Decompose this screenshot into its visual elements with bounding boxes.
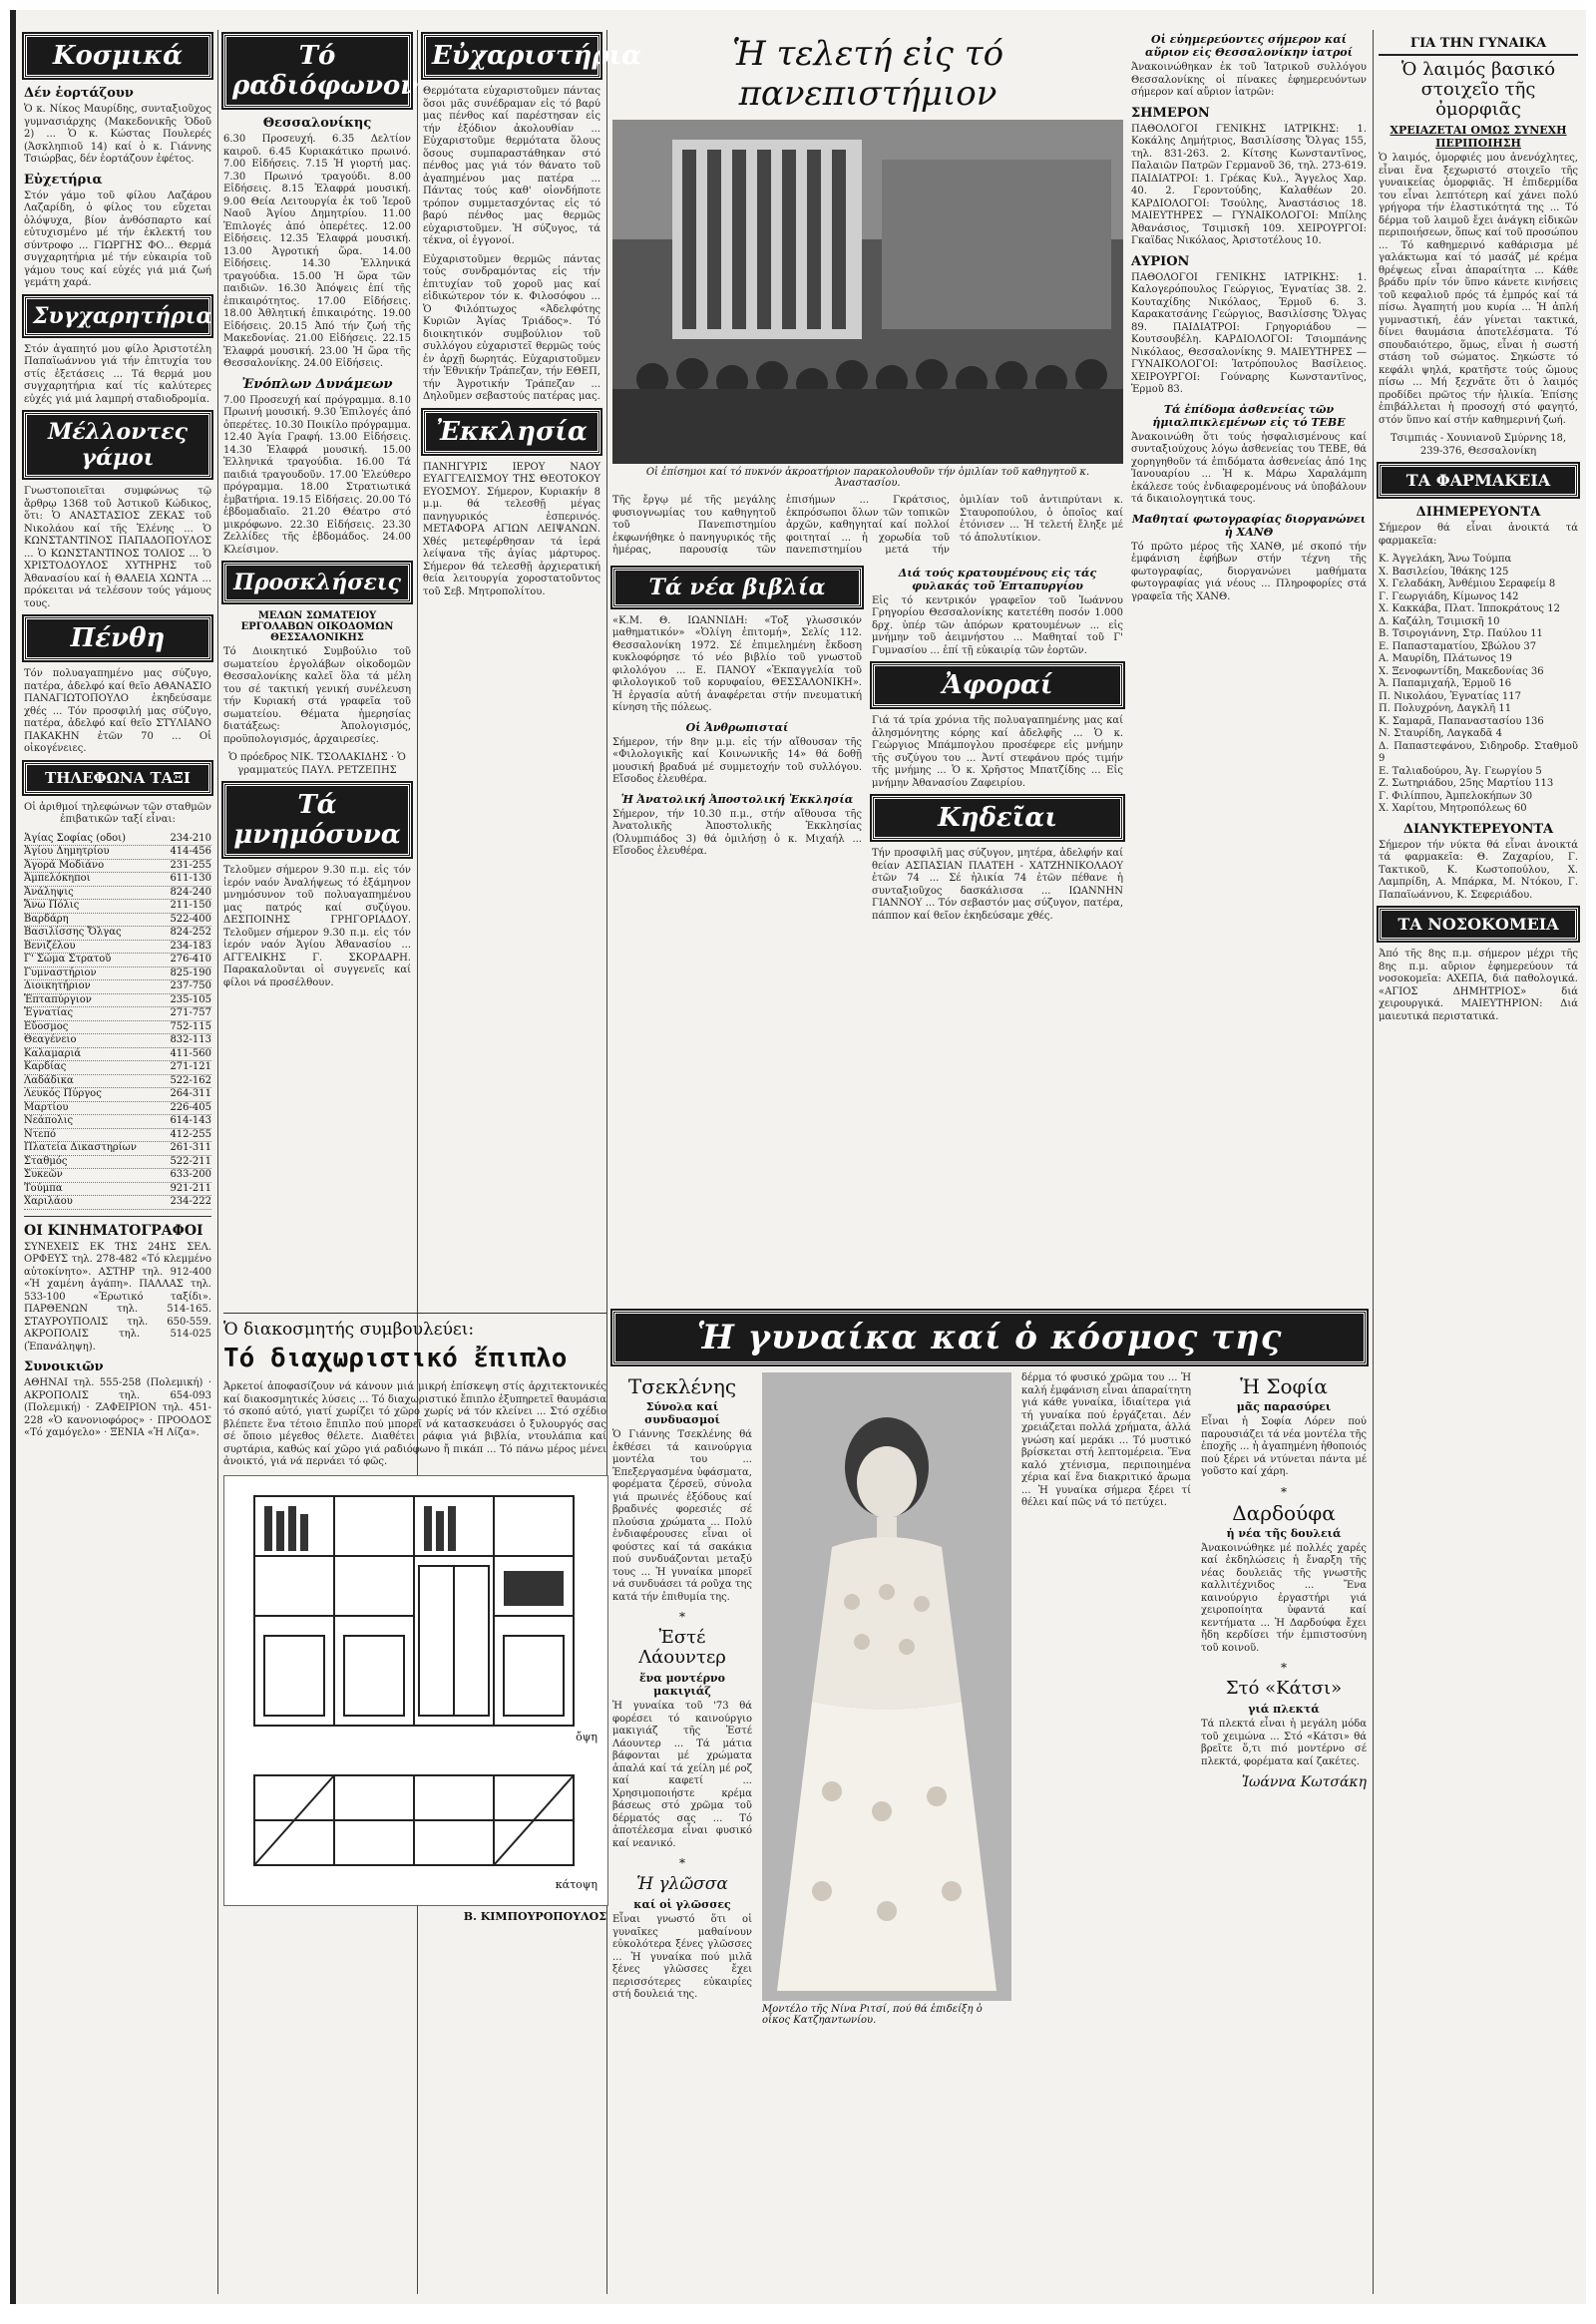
penthi-text: Τόν πολυαγαπημένο μας σύζυγο, πατέρα, ἀδελφό καί θεῖο ΑΘΑΝΑΣΙΟ ΠΑΝΑΓΙΩΤΟΠΟΥΛΟ ἐκηδεύσαμε χθές ... Τόν προσφιλή μας σύζυγο, πατέρα, ἀδελφό καί θεῖο ΣΤΥΛΙΑΝΟ ΠΑΚΑΚΗΝ ἐτῶν 70 ... Οἱ οἰκογένειες. <box>24 668 211 754</box>
women-grid <box>612 1372 1367 2032</box>
proskliseis-text: Τό Διοικητικό Συμβούλιο τοῦ σωματείου ἐργολάβων οἰκοδομῶν Θεσσαλονίκης καλεῖ ὅλα τά μέλη του σέ τακτική γενική συνέλευση τήν Κυριακή στά γραφεῖα τοῦ σωματείου. Θέματα ἡμερησίας διατάξεως: Ἀπολογισμός, προϋπολογισμός, ἀρχαιρεσίες. <box>223 646 411 745</box>
radio-text: 6.30 Προσευχή. 6.35 Δελτίον καιροῦ. 6.45 Κυριακάτικο πρωινό. 7.00 Εἰδήσεις. 7.15 Ἡ γιορτή μας. 7.30 Πρωινό τραγούδι. 8.00 Εἰδήσεις. 8.15 Ἐλαφρά μουσική. 9.00 Θεία Λειτουργία ἐκ τοῦ Ἱεροῦ Ναοῦ Ἁγίου Δημητρίου. 11.00 Ἐπιλογές ἀπό ὀπερέτες. 12.00 Εἰδήσεις. 12.35 Ἑλαφρά μουσική. 13.00 Ἀγροτική ὥρα. 14.00 Εἰδήσεις. 14.30 Ἑλληνικά τραγούδια. 15.00 Ἡ ὥρα τῶν παιδιῶν. 16.30 Ἀπόψεις ἐπί τῆς ἐπικαιρότητος. 17.00 Εἰδήσεις. 18.00 Ἀθλητική ἐπικαιρότης. 19.00 Εἰδήσεις. 20.15 Ἀπό τήν ζωή τῆς Μακεδονίας. 21.00 Εἰδήσεις. 22.15 Ἐλαφρά μουσική. 23.00 Ἡ ὥρα τῆς Θεσσαλονίκης. 24.00 Εἰδήσεις. <box>223 134 411 369</box>
taxi-station-number: 411-560 <box>170 1047 211 1059</box>
taxi-station-name: Ἀνάληψις <box>24 886 74 898</box>
column-social <box>24 30 211 2294</box>
farmakeia-intro: Σήμερον θά εἶναι ἀνοικτά τά φαρμακεῖα: <box>1379 523 1578 547</box>
taxi-station-name: Καρδίας <box>24 1061 67 1072</box>
taxi-station-number: 276-410 <box>170 954 211 965</box>
pharmacy-item: Β. Τσιρογιάννη, Στρ. Παύλου 11 <box>1379 628 1543 639</box>
taxi-station-name: Τούμπα <box>24 1182 63 1194</box>
taxi-row <box>24 994 211 1008</box>
doctors-intro: Ἀνακοινώθηκαν ἐκ τοῦ Ἰατρικοῦ συλλόγου Θεσσαλονίκης οἱ πίνακες ἐφημερευόντων σήμερον καί αὔριον ἰατρῶν: <box>1131 62 1367 98</box>
taxi-station-number: 921-211 <box>170 1182 211 1194</box>
separator-star: * <box>679 1610 685 1624</box>
pharmacy-item: Χ. Βασιλείου, Ἰθάκης 125 <box>1379 566 1509 578</box>
nosokomeia-banner: ΤΑ ΝΟΣΟΚΟΜΕΙΑ <box>1379 908 1578 941</box>
taxi-station-name: Ἀγορά Μοδιάνο <box>24 859 105 871</box>
kosmika-banner: Κοσμικά <box>24 34 211 78</box>
lead-text: Τῆς ἔργῳ μέ τῆς μεγάλης φυσιογνωμίας του καθηγητοῦ τοῦ Πανεπιστημίου ἐκφωνήθηκε ὁ πανηγυρικός τῆς ἡμέρας, παρουσίᾳ τῶν ἐπισήμων ... Γκράτσιος, ἐκπρόσωποι ὅλων τῶν τοπικῶν ἀρχῶν, καθηγηταί καί πολλοί φοιτηταί ... ἡ χορωδία τοῦ πανεπιστημίου μετά τήν ὁμιλίαν τοῦ ἀντιπρύτανι κ. Σταυροπούλου, ὁ ὁποῖος καί ἐτόνισεν ... Ἡ τελετή ἔληξε μέ τό ἀπολυτίκιον. <box>612 495 1123 556</box>
taxi-station-name: Εὔοσμος <box>24 1020 69 1032</box>
anthrotistai-text: Σήμερον, τήν 8ην μ.μ. εἰς τήν αἴθουσαν τῆς «Φιλολογικῆς καί Κοινωνικῆς 14» θά δοθῇ μουσική βραδυά μέ συμμετοχήν τοῦ συλλόγου. Εἴσοδος ἐλευθέρα. <box>612 736 862 785</box>
center-lower-grid <box>612 564 1123 930</box>
pharmacy-item: Ν. Σταυρίδη, Λαγκαδᾶ 4 <box>1379 728 1502 739</box>
taxi-row <box>24 941 211 955</box>
pharmacy-item: Π. Πολυχρόνη, Δαγκλῆ 11 <box>1379 703 1512 714</box>
taxi-station-name: Ἑπταπύργιον <box>24 993 92 1005</box>
taxi-station-name: Γυμναστήριον <box>24 967 97 978</box>
anthrotistai-title: Οἱ Ἀνθρωπισταί <box>685 720 789 734</box>
laimos-sign: Τσιμπιάς - Χουνιανοῦ Σμύρνης 18, 239-376, Θεσσαλονίκη <box>1390 433 1567 457</box>
furniture-article <box>223 1307 606 2294</box>
taxi-row <box>24 927 211 941</box>
taxi-station-number: 832-113 <box>170 1034 211 1045</box>
biblia-banner: Τά νέα βιβλία <box>612 568 862 607</box>
taxi-station-number: 824-252 <box>170 927 211 938</box>
taxi-station-name: Θεαγένειο <box>24 1034 77 1045</box>
mellontes-banner: Μέλλοντες γάμοι <box>24 412 211 478</box>
radiofono-banner: Τό ραδιόφωνον <box>223 34 411 108</box>
ceremony-image <box>612 120 1123 464</box>
women-col-3 <box>1021 1372 1191 2032</box>
taxi-station-number: 234-222 <box>170 1196 211 1207</box>
taxi-station-name: Ἁγίου Δημητρίου <box>24 846 110 857</box>
taxi-station-name: Νεάπολις <box>24 1115 74 1126</box>
eortazoun-title: Δέν ἑορτάζουν <box>24 86 134 101</box>
taxi-station-number: 237-750 <box>170 980 211 991</box>
taxi-station-name: Συκεῶν <box>24 1169 63 1180</box>
eucharistiria-text: Θερμότατα εὐχαριστοῦμεν πάντας ὅσοι μᾶς συνέδραμαν εἰς τό βαρύ μας πένθος καί παρέστησαν εἰς τήν ἐξόδιον ἀκολουθίαν ... Εὐχαριστοῦμε θερμότατα ὅλους ὅσους συμπαραστάθηκαν στό πένθος μας γιά τόν θάνατο τοῦ ἀγαπημένου μας πατέρα ... Πάντας τούς καθ' οἱονδήποτε τρόπον συμμετασχόντας εἰς τό βαρύ πένθος μας θερμῶς εὐχαριστοῦμεν. Ἡ σύζυγος, τά τέκνα, οἱ ἐγγονοί. <box>423 86 600 246</box>
column-rule <box>606 30 607 2294</box>
taxi-station-number: 414-456 <box>170 846 211 857</box>
taxi-row <box>24 900 211 914</box>
doctors-list: ΠΑΘΟΛΟΓΟΙ ΓΕΝΙΚΗΣ ΙΑΤΡΙΚΗΣ: 1. Κοκάλης Δημήτριος, Βασιλίσσης Ὄλγας 155, τηλ. 831-263. 2. Κίτσης Κωνσταντῖνος, Παλαιῶν Πατρῶν Γερμανοῦ 36, τηλ. 273-619. ΠΑΙΔΙΑΤΡΟΙ: 1. Γρέκας Κυλ., Ἄγγελος Χαρ. 40. 2. Γεροντούδης, Καλαθέων 20. ΚΑΡΔΙΟΛΟΓΟΙ: Τσούλης, Ἀναστάσιος 18. ΜΑΙΕΥΤΗΡΕΣ — ΓΥΝΑΙΚΟΛΟΓΟΙ: Μπίλης Ἀθανάσιος, Τσιμισκῆ 109. ΧΕΙΡΟΥΡΓΟΙ: Γκαϊδας Νικόλαος, Ἀριστοτέλους 10. <box>1131 123 1367 246</box>
proskliseis-title: ΜΕΛΩΝ ΣΩΜΑΤΕΙΟΥ ΕΡΓΟΛΑΒΩΝ ΟΙΚΟΔΟΜΩΝ ΘΕΣΣΑΛΟΝΙΚΗΣ <box>240 610 394 643</box>
taxi-station-name: Πλατεία Δικαστηρίων <box>24 1142 137 1153</box>
anatoliki-text: Σήμερον, τήν 10.30 π.μ., στήν αἴθουσα τῆς Ἀνατολικῆς Ἀποστολικῆς Ἐκκλησίας (Ὀλυμπιάδος 3) θά ὁμιλήσῃ ὁ κ. Μιχαήλ ... Εἴσοδος ἐλευθέρα. <box>612 808 862 857</box>
nosokomeia-text: Ἀπό τῆς 8ης π.μ. σήμερον μέχρι τῆς 8ης π.μ. αὔριον ἐφημερεύουν τά νοσοκομεῖα: ΑΧΕΠΑ, διά παθολογικά. «ΑΓΙΟΣ ΔΗΜΗΤΡΙΟΣ» διά χειρουργικά. ΜΑΙΕΥΤΗΡΙΟΝ: Διά μαιευτικά περιστατικά. <box>1379 949 1578 1022</box>
taxi-row <box>24 968 211 981</box>
eucharistiria-text-2: Εὐχαριστοῦμεν θερμῶς πάντας τούς συνδραμόντας εἰς τήν ἐπιτυχίαν τοῦ χοροῦ μας καί εἰδικώτερον τόν κ. Φιλοσόφου ... Ὁ Φιλόπτωχος «Ἀδελφότης Κυριῶν Ἀγίας Τριάδος». Τό διοικητικόν συμβούλιον τοῦ συλλόγου εὐχαριστεῖ θερμῶς τούς ἐν ἀρχῇ δωρητάς. Εὐχαριστοῦμεν τήν Ἐθνικήν Τράπεζαν, τήν ΕΘΕΠ, τήν Ἀγροτικήν Τράπεζαν ... Δηλοῦμεν σεβαστούς πατέρας μας. <box>423 253 600 402</box>
tilefona-intro: Οἱ ἀριθμοί τηλεφώνων τῶν σταθμῶν ἐπιβατικῶν ταξί εἶναι: <box>24 801 211 825</box>
doctors-column <box>1131 30 1367 1267</box>
aforai-text: Γιά τά τρία χρόνια τῆς πολυαγαπημένης μας καί ἀλησμόνητης κόρης καί ἀδελφῆς ... Ὁ κ. Γεώργιος Μπάμπογλου προσέφερε εἰς μνήμην τῆς συζύγου του ... Ἀντί στεφάνου πρός τιμήν τῆς μνήμης ... Ὁ κ. Χρῆστος Μπατζίδης ... Εἰς μνήμην Ἀθανασίου Ζαφειρίου. <box>872 715 1123 789</box>
taxi-row <box>24 1142 211 1156</box>
women-section <box>612 1307 1367 2294</box>
dardoufa-text: Ἀνακοινώθηκε μέ πολλές χαρές καί ἐκδηλώσεις ἡ ἔναρξη τῆς νέας δουλειᾶς τῆς γνωστῆς καλλιτέχνιδος ... Ἔνα καινούργιο ἐργαστήρι γιά χειροποίητα ὑφαντά καί κεντήματα ... Ἡ Δαρδούφα ἔχει ἤδη κερδίσει τήν ἐμπιστοσύνη τοῦ κοινοῦ. <box>1201 1542 1367 1654</box>
taxi-station-number: 522-162 <box>170 1074 211 1086</box>
kideiai-text: Τήν προσφιλῆ μας σύζυγον, μητέρα, ἀδελφήν καί θείαν ΑΣΠΑΣΙΑΝ ΠΛΑΤΕΗ - ΧΑΤΖΗΝΙΚΟΛΑΟΥ ἐτῶν 74 ... Σέ ἡλικία 74 ἐτῶν πέθανε ἡ συνταξιοῦχος δασκάλισσα ... ΙΩΑΝΝΗΝ ΓΙΑΝΝΟΥ ... Τόν σεβαστόν μας σύζυγον, πατέρα, πάππον καί θεῖον ἐκηδεύσαμε χθές. <box>872 848 1123 922</box>
laimos-title: Ὁ λαιμός βασικό στοιχεῖο τῆς ὀμορφιᾶς <box>1400 59 1556 120</box>
column-rule <box>1373 30 1374 2294</box>
separator-star: * <box>679 1856 685 1870</box>
taxi-station-name: Χαριλάου <box>24 1196 73 1207</box>
taxi-station-name: Γ' Σώμα Στρατοῦ <box>24 954 112 965</box>
center-upper <box>612 30 1123 1297</box>
taxi-row <box>24 860 211 874</box>
taxi-row <box>24 954 211 968</box>
dekorator-sign: Β. ΚΙΜΠΟΥΡΟΠΟΥΛΟΣ <box>463 1909 606 1923</box>
taxi-station-number: 211-150 <box>170 900 211 911</box>
pharmacy-item: Δ. Καζάλη, Τσιμισκῆ 10 <box>1379 615 1500 627</box>
center-right-sub <box>872 564 1123 930</box>
pharmacy-item: Χ. Χαρίτου, Μητροπόλεως 60 <box>1379 803 1527 814</box>
eychetiria-title: Εὐχετήρια <box>24 172 103 188</box>
taxi-row <box>24 1156 211 1170</box>
tseklenis-title: Τσεκλένης <box>627 1374 737 1398</box>
pharmacy-item: Ἀ. Παπαμιχαήλ, Ἑρμοῦ 16 <box>1379 678 1512 689</box>
exetaseis-text: Ἀνακοινώθη ὅτι τούς ἠσφαλισμένους καί συνταξιούχους λόγω ἀσθενείας του ΤΕΒΕ, θά χορηγηθοῦν τά ἐπιδόματα ἀσθενείας ἀπό 1ης Ἰανουαρίου ... Ἡ κ. Μάρω Χαραλάμπη ἐκάλεσε τούς ἐνδιαφερομένους νά ὑποβάλουν τά δικαιολογητικά τους. <box>1131 431 1367 505</box>
women-col-2 <box>762 1372 1011 2032</box>
taxi-station-number: 226-405 <box>170 1101 211 1113</box>
taxi-row <box>24 887 211 901</box>
dekorator-kicker: Ὁ διακοσμητής συμβουλεύει: <box>223 1320 475 1340</box>
furniture-drawing <box>223 1475 608 1906</box>
lead-headline: Ἡ τελετή εἰς τό πανεπιστήμιον <box>731 34 1004 114</box>
fashion-model-photo <box>762 1372 1011 2001</box>
tseklenis-text: Ὁ Γιάννης Τσεκλένης θά ἐκθέσει τά καινούργια μοντέλα του ... Ἐπεξεργασμένα ὑφάσματα, φορέματα ζέρσεϋ, σύνολα γιά πρωινές ἐξόδους καί βραδινές φορεσιές σέ πλούσια χρώματα ... Πολύ ἐνδιαφέρουσες εἶναι οἱ φούστες καί τά σακάκια πού συνδυάζονται μεταξύ τους ... Ἡ γυναίκα μπορεῖ νά συνδυάσει τά ροῦχα της κατά τήν ἐπιθυμία της. <box>612 1429 752 1603</box>
taxi-station-number: 271-121 <box>170 1061 211 1072</box>
taxi-station-number: 235-105 <box>170 993 211 1005</box>
taxi-row <box>24 1075 211 1089</box>
proskliseis-banner: Προσκλήσεις <box>223 563 411 602</box>
photo-contest-title: Μαθηταί φωτογραφίας διοργανώνει ἡ ΧΑΝΘ <box>1131 512 1367 539</box>
pharmacy-item: Ε. Ταλιαδούρου, Ἀγ. Γεωργίου 5 <box>1379 765 1542 777</box>
doctors-list-2: ΠΑΘΟΛΟΓΟΙ ΓΕΝΙΚΗΣ ΙΑΤΡΙΚΗΣ: 1. Καλογερόπουλος Γεώργιος, Ἐγνατίας 38. 2. Κουταχίδης Νικόλαος, Ἐρμοῦ 6. 3. Καρακατσάνης Γεώργιος, Βασιλίσσης Ὄλγας 89. ΠΑΙΔΙΑΤΡΟΙ: Γρηγοριάδου — Κουτσουβέλη. ΚΑΡΔΙΟΛΟΓΟΙ: Τσιομπάνης Νικόλαος, Θεσσαλονίκης 9. ΜΑΙΕΥΤΗΡΕΣ — ΓΥΝΑΙΚΟΛΟΓΟΙ: Ἰατρόπουλος Βασίλειος. ΧΕΙΡΟΥΡΓΟΙ: Γούναρης Κωνσταντῖνος, Ἑρμοῦ 83. <box>1131 271 1367 395</box>
kideiai-banner: Κηδεῖαι <box>872 796 1123 840</box>
gia-tin-gynaika: ΓΙΑ ΤΗΝ ΓΥΝΑΙΚΑ <box>1379 36 1578 56</box>
pharmacy-item: Χ. Ξενοφωντίδη, Μακεδονίας 36 <box>1379 665 1544 677</box>
taxi-station-name: Λαδάδικα <box>24 1074 74 1086</box>
exetaseis-title: Τά ἐπίδομα ἀσθενείας τῶν ἡμιαλπικλεμένων εἰς τό ΤΕΒΕ <box>1152 402 1346 429</box>
pharmacy-item: Γ. Γεωργιάδη, Κίμωνος 142 <box>1379 590 1519 602</box>
dardoufa-sub: ἡ νέα τῆς δουλειά <box>1226 1526 1342 1540</box>
taxi-station-name: Λευκός Πύργος <box>24 1088 102 1099</box>
center-left-sub <box>612 564 862 930</box>
doctors-today: ΣΗΜΕΡΟΝ <box>1131 105 1210 121</box>
taxi-station-number: 824-240 <box>170 886 211 898</box>
laimos-text: Ὁ λαιμός, ὀμορφιές μου ἀνενόχλητες, εἶναι ἕνα ξεχωριστό στοιχεῖο τῆς γυναικείας ὀμορφιᾶς. Ἡ ἐπιδερμίδα του εἶναι λεπτότερη καί χάνει πολύ γρήγορα τήν ἐλαστικότητά της ... Τό δέρμα τοῦ λαιμοῦ ἔχει ἀνάγκη εἰδικῶν περιποιήσεων, ὅπως καί τοῦ προσώπου ... Τό καθημερινό καθάρισμα μέ γαλάκτωμα καί τό μασάζ μέ κρέμα θρέψεως εἶναι ἀπαραίτητα ... Κάθε βράδυ πρίν τόν ὕπνο κάνετε κινήσεις τοῦ κεφαλιοῦ πρός τά ἐμπρός καί τά πίσω. Ἀγαπητή μου κυρία ... Ἡ ἀπλή γυμναστική, ἐάν γίνεται τακτικά, δίνει θαυμάσια ἀποτελέσματα. Τό σπουδαιότερο, ὅμως, εἶναι ἡ σωστή στάση τοῦ σώματος. Σηκώστε τό κεφάλι ψηλά, κρατῆστε τούς ὤμους πίσω ... Μή ξεχνᾶτε ὅτι ὁ λαιμός προδίδει πρῶτος τήν ἡλικία. Ἐπίσης ἐπιβάλλεται ἡ προσοχή στό φαγητό, στόν ὕπνο καί στήν καθημερινή ζωή. <box>1379 153 1578 426</box>
sofia-text: Εἶναι ἡ Σοφία Λόρεν πού παρουσιάζει τά νέα μοντέλα τῆς ἐποχῆς ... ἡ ἀγαπημένη ἠθοποιός πού ξέρει νά ντύνεται πάντα μέ γοῦστο καί χάρη. <box>1201 1416 1367 1477</box>
ekklisia-banner: Ἐκκλησία <box>423 410 600 454</box>
women-col-1 <box>612 1372 752 2032</box>
women-mid-text: δέρμα τό φυσικό χρῶμα του ... Ἡ καλή ἐμφάνιση εἶναι ἀπαραίτητη γιά κάθε γυναίκα, ἰδιαίτερα γιά τή γυναίκα πού ἐργάζεται. Δέν χρειάζεται πολλά χρήματα, ἀλλά γνώση καί μεράκι ... Τό μυστικό βρίσκεται στή λεπτομέρεια. Ἕνα καλό χτένισμα, περιποιημένα χέρια καί ἕνα διακριτικό ἄρωμα ... Ἡ γυναίκα σήμερα ξέρει τί θέλει καί πῶς νά τό πετύχει. <box>1021 1372 1191 1508</box>
taxi-row <box>24 980 211 994</box>
synchariteria-banner: Συγχαρητήρια <box>24 296 211 336</box>
taxi-row <box>24 1061 211 1075</box>
taxi-station-name: Ἄνω Πόλις <box>24 900 80 911</box>
label-katopsi: κάτοψη <box>555 1877 598 1891</box>
taxi-station-number: 611-130 <box>170 873 211 884</box>
taxi-row <box>24 1183 211 1197</box>
kinimatografoi-text: ΣΥΝΕΧΕΙΣ ΕΚ ΤΗΣ 24ΗΣ ΣΕΛ. ΟΡΦΕΥΣ τηλ. 278-482 «Τό κλεμμένο αὐτοκίνητο». ΑΣΤΗΡ τηλ. 912-400 «Ἡ χαμένη ἀγάπη». ΠΑΛΛΑΣ τηλ. 533-100 «Ἐρωτικό ταξίδι». ΠΑΡΘΕΝΩΝ τηλ. 514-165. ΣΤΑΥΡΟΥΠΟΛΙΣ τηλ. 650-559. ΑΚΡΟΠΟΛΙΣ τηλ. 514-025 (Ἐπανάληψη). <box>24 1241 211 1353</box>
taxi-station-number: 271-757 <box>170 1007 211 1018</box>
pharmacy-item: Γ. Φιλίππου, Ἀμπελοκήπων 30 <box>1379 790 1533 802</box>
taxi-row <box>24 1196 211 1210</box>
pharmacy-item: Α. Μαυρίδη, Πλάτωνος 19 <box>1379 653 1512 664</box>
model-image <box>762 1372 1011 2001</box>
enoplon-title: Ἐνόπλων Δυνάμεων <box>241 376 393 392</box>
dianykterevonta-title: ΔΙΑΝΥΚΤΕΡΕΥΟΝΤΑ <box>1402 821 1554 837</box>
ekklisia-text: ΠΑΝΗΓΥΡΙΣ ΙΕΡΟΥ ΝΑΟΥ ΕΥΑΓΓΕΛΙΣΜΟΥ ΤΗΣ ΘΕΟΤΟΚΟΥ ΕΥΟΣΜΟΥ. Σήμερον, Κυριακήν 8 μ.μ. θά τελεσθῇ μέγας πανηγυρικός ἑσπερινός. ΜΕΤΑΦΟΡΑ ΑΓΙΩΝ ΛΕΙΨΑΝΩΝ. Χθές μετεφέρθησαν τά ἱερά λείψανα τῆς ἁγίας μάρτυρος. Σήμερον θά τελεσθῇ ἀρχιερατική θεία λειτουργία χοροστατοῦντος τοῦ Σεβ. Μητροπολίτου. <box>423 461 600 597</box>
sofia-title: Ἡ Σοφία <box>1240 1374 1328 1398</box>
model-caption: Μοντέλο τῆς Νίνα Ριτσί, πού θά ἐπιδείξη ὁ οἶκος Κατζηαντωνίου. <box>762 2004 983 2026</box>
taxi-station-number: 234-183 <box>170 940 211 952</box>
taxi-station-number: 614-143 <box>170 1115 211 1126</box>
women-banner: Ἡ γυναίκα καί ὁ κόσμος της <box>612 1311 1367 1364</box>
taxi-row <box>24 1048 211 1062</box>
taxi-station-name: Ἐγνατίας <box>24 1007 74 1018</box>
taxi-row <box>24 1102 211 1116</box>
taxi-station-number: 234-210 <box>170 832 211 844</box>
furniture-sketch <box>224 1476 607 1905</box>
doctors-tomorrow: ΑΥΡΙΟΝ <box>1131 253 1190 269</box>
dekorator-title: Τό διαχωριστικό ἔπιπλο <box>223 1344 568 1373</box>
dardoufa-title: Δαρδούφα <box>1232 1500 1336 1525</box>
taxi-station-number: 633-200 <box>170 1169 211 1180</box>
taxi-row <box>24 914 211 928</box>
pharmacy-list <box>1379 554 1578 816</box>
enoplon-text: 7.00 Προσευχή καί πρόγραμμα. 8.10 Πρωινή μουσική. 9.30 Ἐπιλογές ἀπό ὀπερέτες. 10.30 Ποικίλο πρόγραμμα. 12.40 Ἁγία Γραφή. 13.00 Εἰδήσεις. 14.30 Ἐλαφρά μουσική. 15.00 Ἑλληνικά τραγούδια. 16.00 Τά παιδιά τραγουδοῦν. 17.00 Ἐλεύθερο πρόγραμμα. 18.00 Στρατιωτικά ἐμβατήρια. 19.15 Εἰδήσεις. 20.00 Τό ἑβδομαδιαῖο. 21.20 Θέατρο στό μικρόφωνο. 22.30 Εἰδήσεις. 23.30 Ζελλίδες τῆς ἑβδομάδος. 24.00 Κλείσιμον. <box>223 394 411 556</box>
pharmacy-item: Χ. Γελαδάκη, Ἀνθέμιου Σεραφείμ 8 <box>1379 579 1556 589</box>
synoikiakoi-text: ΑΘΗΝΑΙ τηλ. 555-258 (Πολεμική) · ΑΚΡΟΠΟΛΙΣ τηλ. 654-093 (Πολεμική) · ΖΑΦΕΙΡΙΟΝ τηλ. 451-228 «Ὁ κανονιοφόρος» · ΠΡΟΟΔΟΣ «Τό χαμόγελο» · ΞΕΝΙΑ «Ἡ Λίζα». <box>24 1377 211 1438</box>
pharmacy-item: Δ. Παπαστεφάνου, Σιδηροδρ. Σταθμοῦ 9 <box>1379 740 1578 764</box>
taxi-station-number: 825-190 <box>170 967 211 978</box>
label-opsi: ὄψη <box>576 1730 598 1743</box>
mnimosyna-banner: Τά μνημόσυνα <box>223 783 411 857</box>
dianykterevonta-text: Σήμερον τήν νύκτα θά εἶναι ἀνοικτά τά φαρμακεῖα: Θ. Ζαχαρίου, Γ. Τακτικοῦ, Κ. Κωστοπούλου, Χ. Λαμπρίδη, Α. Μπάρκα, Μ. Ντόκου, Γ. Παπαϊωάννου, Κ. Σεφεριάδου. <box>1379 839 1578 901</box>
university-ceremony-photo <box>612 120 1123 464</box>
taxi-station-number: 261-311 <box>170 1142 211 1153</box>
taxi-station-number: 522-211 <box>170 1155 211 1167</box>
taxi-station-name: Ἁγίας Σοφίας (οδοι) <box>24 832 126 844</box>
eucharistiria-banner: Εὐχαριστήρια <box>423 34 600 78</box>
radio-station: Θεσσαλονίκης <box>262 116 372 131</box>
lead-caption: Οἱ ἐπίσημοι καί τό πυκνόν ἀκροατήριον παρακολουθοῦν τήν ὁμιλίαν τοῦ καθηγητοῦ κ. Ἀναστασίου. <box>645 467 1090 489</box>
laimos-sub: ΧΡΕΙΑΖΕΤΑΙ ΟΜΩΣ ΣΥΝΕΧΗ ΠΕΡΙΠΟΙΗΣΗ <box>1390 124 1567 150</box>
dekorator-text: Ἀρκετοί ἀποφασίζουν νά κάνουν μιά μικρή ἐπίσκεψη στίς ἀρχιτεκτονικές καί διακοσμητικές λύσεις ... Τό διαχωριστικό ἔπιπλο ἐξυπηρετεῖ θαυμάσια τό σκοπό αὐτό, γιατί χωρίζει τό χῶρο χωρίς νά τόν κλείνει ... Στό σχέδιο βλέπετε ἕνα τέτοιο ἔπιπλο πού μπορεῖ νά κατασκευάσει ὁ ξυλουργός σας σέ ὅποιο μέγεθος θέλετε. Διαθέτει ράφια γιά βιβλία, ντουλάπια καί συρτάρια, καθώς καί χῶρο γιά ραδιόφωνο ἤ πικάπ ... Τό πάνω μέρος μένει ἀνοικτό, γιά νά περνάει τό φῶς. <box>223 1381 606 1467</box>
lauder-sub: ἕνα μοντέρνο μακιγιάζ <box>638 1672 725 1698</box>
tseklenis-sub: Σύνολα καί συνδυασμοί <box>644 1400 720 1426</box>
newspaper-page <box>10 10 1586 2304</box>
pharmacy-item: Κ. Σαμαρᾶ, Παπαναστασίου 136 <box>1379 715 1544 727</box>
taxi-station-name: Διοικητήριον <box>24 980 91 991</box>
katsi-title: Στό «Κάτσι» <box>1225 1678 1343 1699</box>
doctors-head: Οἱ εὐημερεύοντες σήμερον καί αὔριον εἰς Θεσσαλονίκην ἰατροί <box>1145 33 1353 59</box>
taxi-station-name: Βαρδάρη <box>24 913 69 925</box>
taxi-list <box>24 833 211 1210</box>
pharmacy-item: Χ. Κακκάβα, Πλατ. Ἰπποκράτους 12 <box>1379 603 1560 614</box>
women-col-4 <box>1201 1372 1367 2032</box>
kinimatografoi-title: ΟΙ ΚΙΝΗΜΑΤΟΓΡΑΦΟΙ <box>24 1222 203 1239</box>
proskliseis-sign: Ὁ πρόεδρος ΝΙΚ. ΤΣΟΛΑΚΙΔΗΣ · Ὁ γραμματεύς ΠΑΥΛ. ΡΕΤΖΕΠΗΣ <box>228 752 406 776</box>
taxi-station-name: Ντεπό <box>24 1128 57 1140</box>
taxi-row <box>24 1129 211 1143</box>
taxi-station-name: Μαρτίου <box>24 1101 69 1113</box>
taxi-row <box>24 833 211 847</box>
synoikiakoi-title: Συνοικιῶν <box>24 1359 104 1374</box>
taxi-row <box>24 1007 211 1021</box>
mellontes-text: Γνωστοποιεῖται συμφώνως τῷ ἄρθρῳ 1368 τοῦ Ἀστικοῦ Κώδικος, ὅτι: Ὁ ΑΝΑΣΤΑΣΙΟΣ ΖΕΚΑΣ τοῦ Νικολάου καί τῆς Ἑλένης ... Ὁ ΚΩΝΣΤΑΝΤΙΝΟΣ ΠΑΠΑΔΟΠΟΥΛΟΣ ... Ὁ ΚΩΝΣΤΑΝΤΙΝΟΣ ΤΟΛΙΟΣ ... Ὁ ΧΡΙΣΤΟΔΟΥΛΟΣ ΧΥΤΗΡΗΣ τοῦ Ἀθανασίου καί ἡ ΘΑΛΕΙΑ ΧΩΝΤΑ ... πρόκειται νά τελέσουν τούς γάμους τους. <box>24 486 211 609</box>
pharmacy-item: Π. Νικολάου, Ἐγνατίας 117 <box>1379 690 1521 702</box>
column-woman <box>1379 30 1578 2294</box>
mnimosyna-text: Τελοῦμεν σήμερον 9.30 π.μ. εἰς τόν ἱερόν ναόν Ἀναλήψεως τό ἑξάμηνον μνημόσυνον τοῦ πολυαγαπημένου μας πατρός καί συζύγου. ΔΕΣΠΟΙΝΗΣ ΓΡΗΓΟΡΙΑΔΟΥ. Τελοῦμεν σήμερον 9.30 π.μ. εἰς τόν ἱερόν ναόν Ἁγίου Ἀθανασίου ... ΑΓΓΕΛΙΚΗΣ Γ. ΣΚΟΡΔΑΡΗ. Παρακαλοῦνται οἱ συγγενεῖς καί φίλοι νά προσέλθουν. <box>223 865 411 988</box>
aforai-banner: Ἀφοραί <box>872 663 1123 707</box>
taxi-row <box>24 873 211 887</box>
eychetiria-text: Στόν γάμο τοῦ φίλου Λαζάρου Λαζαρίδη, ὁ φίλος του εὔχεται ὁλόψυχα, βίον ἀνθόσπαρτο καί εὐτυχισμένο μέ τήν ἐκλεκτή του σύντροφο ... ΓΙΩΡΓΗΣ ΦΟ... Θερμά συγχαρητήρια μέ τήν εὐκαιρία τοῦ γάμου τους καί εὐχές γιά μιά ζωή γεμάτη χαρά. <box>24 190 211 288</box>
taxi-station-name: Σταθμός <box>24 1155 68 1167</box>
taxi-station-name: Βενιζέλου <box>24 940 76 952</box>
photo-contest-text: Τό πρῶτο μέρος τῆς ΧΑΝΘ, μέ σκοπό τήν ἐμφάνιση ἐφήβων στήν τέχνη τῆς φωτογραφίας, διοργανώνει μαθήματα φωτογραφίας γιά νέους ... Πληροφορίες στά γραφεῖα τῆς ΧΑΝΘ. <box>1131 541 1367 602</box>
taxi-station-number: 752-115 <box>170 1020 211 1032</box>
glossa-sub: καί οἱ γλῶσσες <box>633 1898 731 1911</box>
kratoumenoi-text: Εἰς τό κεντρικόν γραφεῖον τοῦ Ἰωάννου Γρηγορίου Θεσσαλονίκης κατετέθη ποσόν 1.000 δρχ. ὑπέρ τῶν ἀπόρων κρατουμένων ... εἰς μνήμην τοῦ ἀειμνήστου ... Μαθηταί τοῦ Γ' Γυμνασίου ... ἐπί τῇ εὐκαιρίᾳ τῶν ἑορτῶν. <box>872 594 1123 656</box>
glossa-title: Ἡ γλῶσσα <box>636 1874 728 1894</box>
pharmacy-item: Ε. Παπασταματίου, Σβώλου 37 <box>1379 640 1537 652</box>
taxi-station-number: 412-255 <box>170 1128 211 1140</box>
sofia-sub: μᾶς παρασύρει <box>1236 1400 1332 1413</box>
taxi-station-number: 522-400 <box>170 913 211 925</box>
kratoumenoi-title: Διά τούς κρατουμένους εἰς τάς φυλακάς τοῦ Ἑπταπυργίου <box>898 566 1097 592</box>
taxi-row <box>24 1169 211 1183</box>
katsi-sub: γιά πλεκτά <box>1248 1703 1320 1716</box>
eortazoun-text: Ὁ κ. Νίκος Μαυρίδης, συνταξιοῦχος γυμνασιάρχης (Μακεδονικῆς Ὁδοῦ 2) ... Ὁ κ. Κώστας Πουλερές (Ἀσκληπιοῦ 14) καί ὁ κ. Γιάννης Τσιώρβας, δέν ἑορτάζουν ἐφέτος. <box>24 104 211 165</box>
taxi-row <box>24 1115 211 1129</box>
pharmacy-item: Ζ. Σωτηριάδου, 25ης Μαρτίου 113 <box>1379 778 1554 789</box>
synchariteria-text: Στόν ἀγαπητό μου φίλο Ἀριστοτέλη Παπαϊωάννου γιά τήν ἐπιτυχία του στίς ἐξετάσεις ... Τά θερμά μου συγχαρητήρια καί τίς καλύτερες εὐχές γιά μιά λαμπρή σταδιοδρομία. <box>24 343 211 405</box>
taxi-station-name: Καλαμαριά <box>24 1047 82 1059</box>
anatoliki-title: Ἡ Ἀνατολική Ἀποστολική Ἐκκλησία <box>620 792 854 806</box>
biblia-text: «Κ.Μ. Θ. ΙΩΑΝΝΙΔΗ: «Τοξ γλωσσικόν μαθηματικόν» «Ὀλίγη ἐπιτομή», Σελίς 112. Θεσσαλονίκη 1972. Σέ ἐπιμελημένη ἔκδοση κυκλοφόρησε τό νέο βιβλίο τοῦ γνωστοῦ φιλολόγου ... Ε. ΠΑΝΟΥ «Ἑκπαγγελία τοῦ φιλολογικοῦ τοῦ κορυφαίου, ΘΕΣΣΑΛΟΝΙΚΗ». Ἡ ἐργασία αὐτή ἀναφέρεται στήν πνευματική κίνηση τῆς πόλεως. <box>612 614 862 713</box>
lauder-title: Ἐστέ Λάουντερ <box>638 1627 726 1668</box>
separator-star: * <box>1281 1484 1287 1499</box>
taxi-row <box>24 1034 211 1048</box>
taxi-row <box>24 846 211 860</box>
separator-star: * <box>1281 1661 1287 1675</box>
lauder-text: Ἡ γυναίκα τοῦ '73 θά φορέσει τό καινούργιο μακιγιάζ τῆς Ἐστέ Λάουντερ ... Τά μάτια βάφονται μέ χρώματα ἀπαλά καί τά χείλη μέ ροζ καί καφετί ... Χρησιμοποιήστε κρέμα βάσεως στό χρῶμα τοῦ δέρματός σας ... Τό ἀποτέλεσμα εἶναι φυσικό καί νεανικό. <box>612 1701 752 1849</box>
taxi-station-name: Ἀμπελόκηποι <box>24 873 91 884</box>
farmakeia-day: ΔΙΗΜΕΡΕΥΟΝΤΑ <box>1415 505 1541 520</box>
taxi-station-name: Βασιλίσσης Ὄλγας <box>24 927 122 938</box>
pharmacy-item: Κ. Ἀγγελάκη, Ἄνω Τούμπα <box>1379 554 1512 565</box>
katsi-text: Τά πλεκτά εἶναι ἡ μεγάλη μόδα τοῦ χειμώνα ... Στό «Κάτσι» θά βρεῖτε ὅ,τι πιό μοντέρνο σέ πλεκτά, φορέματα καί ζακέτες. <box>1201 1719 1367 1767</box>
taxi-row <box>24 1088 211 1102</box>
glossa-text: Εἶναι γνωστό ὅτι οἱ γυναῖκες μαθαίνουν εὐκολότερα ξένες γλῶσσες ... Ἡ γυναίκα πού μιλᾶ ξένες γλῶσσες ἔχει περισσότερες εὐκαιρίες στή δουλειά της. <box>612 1914 752 2000</box>
column-rule <box>217 30 218 2294</box>
women-sign: Ἰωάννα Κωτσάκη <box>1241 1774 1367 1790</box>
farmakeia-banner: ΤΑ ΦΑΡΜΑΚΕΙΑ <box>1379 464 1578 497</box>
penthi-banner: Πένθη <box>24 616 211 660</box>
tilefona-banner: ΤΗΛΕΦΩΝΑ ΤΑΞΙ <box>24 762 211 794</box>
taxi-station-number: 231-255 <box>170 859 211 871</box>
taxi-row <box>24 1021 211 1035</box>
taxi-station-number: 264-311 <box>170 1088 211 1099</box>
